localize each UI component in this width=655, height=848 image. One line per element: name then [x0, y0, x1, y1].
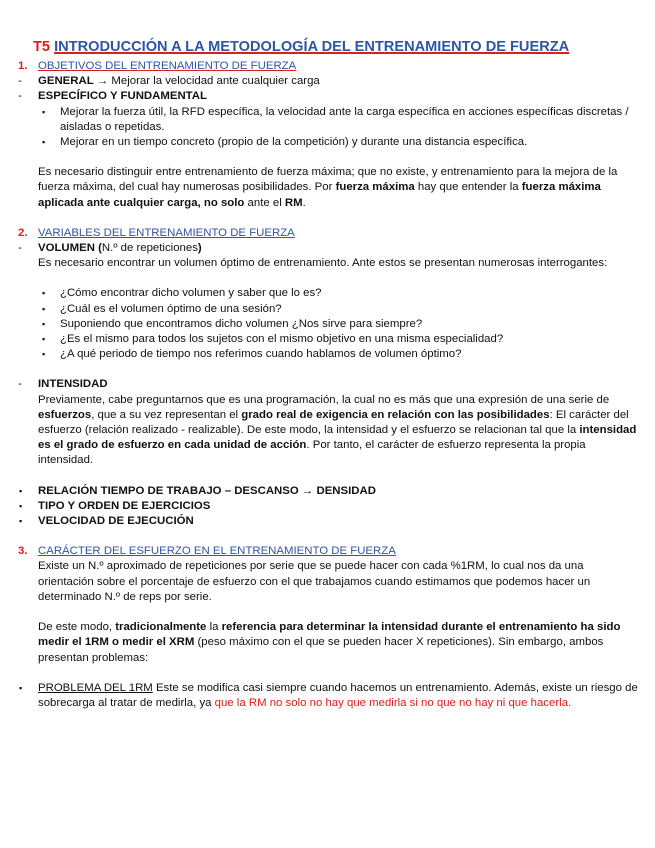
title-number: T5 — [33, 39, 51, 55]
square-bullet-icon: ▪ — [19, 485, 23, 496]
dash-marker: - — [18, 90, 22, 103]
dash-item-general — [18, 74, 638, 89]
square-bullet-icon: ▪ — [42, 303, 46, 314]
para-run: De este modo, — [38, 621, 116, 634]
document-title — [33, 38, 633, 56]
para-run-bold: grado real de exigencia en relación con las posibilidades — [241, 408, 550, 421]
para-run-bold: tradicionalmente — [115, 621, 207, 634]
section-title: VARIABLES DEL ENTRENAMIENTO DE FUERZA — [38, 226, 295, 239]
bullet-text: ¿Cómo encontrar dicho volumen y saber que lo es? — [60, 287, 322, 300]
section-number: 3. — [18, 545, 28, 558]
para-run: la — [206, 621, 222, 634]
bullet-text: ¿Es el mismo para todos los sujetos con el mismo objetivo en una misma especialidad? — [60, 333, 504, 346]
bullet-item-bold — [18, 499, 638, 514]
para-run: Este se modifica casi siempre cuando hacemos un entrenamiento. Además, existe un riesgo de sobrecarga al tratar de medirla, ya — [38, 681, 638, 709]
dash-marker: - — [18, 378, 22, 391]
document-body — [18, 59, 638, 711]
dash-marker: - — [18, 242, 22, 255]
bullet-text: VELOCIDAD DE EJECUCIÓN — [38, 515, 194, 528]
caracter-paragraph-1: Existe un N.º aproximado de repeticiones por serie que se puede hacer con cada %1RM, lo cual nos da una orientación sobre el porcentaje de esfuerzo con el que trabajamos cuando estimamos que podemos hacer un determinado N.º de reps por serie. — [38, 560, 591, 603]
para-run-bold: referencia para determinar la intensidad durante el entrenamiento ha sido medir el 1RM o medir el XRM — [38, 621, 621, 649]
section-number: 1. — [18, 60, 28, 72]
arrow-icon: → — [96, 75, 109, 88]
bullet-text: Suponiendo que encontramos dicho volumen ¿Nos sirve para siempre? — [60, 317, 423, 330]
square-bullet-icon: ▪ — [42, 137, 46, 148]
bullet-text: RELACIÓN TIEMPO DE TRABAJO – DESCANSO — [38, 484, 302, 497]
section-heading-3 — [18, 544, 638, 559]
bullet-item-bold — [18, 514, 638, 529]
para-run: Previamente, cabe preguntarnos que es una programación, la cual no es más que una expresión de una serie de — [38, 393, 610, 406]
section-title: OBJETIVOS DEL ENTRENAMIENTO DE FUERZA — [38, 60, 297, 72]
section-title: CARÁCTER DEL ESFUERZO EN EL ENTRENAMIENTO DE FUERZA — [38, 545, 396, 558]
intensidad-label: INTENSIDAD — [38, 378, 108, 391]
para-run-bold: intensidad es el grado de esfuerzo en cada unidad de acción — [38, 424, 637, 452]
para-run: . — [302, 196, 306, 209]
general-label: GENERAL — [38, 75, 94, 88]
para-run: , que a su vez representan el — [91, 408, 242, 421]
dash-item-volumen — [18, 241, 638, 256]
para-run-bold: fuerza máxima — [335, 181, 415, 194]
square-bullet-icon: ▪ — [42, 349, 46, 360]
dash-marker: - — [18, 75, 22, 88]
square-bullet-icon: ▪ — [19, 682, 23, 693]
bullet-text: TIPO Y ORDEN DE EJERCICIOS — [38, 499, 211, 512]
bullet-item — [18, 286, 638, 301]
square-bullet-icon: ▪ — [19, 500, 23, 511]
bullet-text: Mejorar en un tiempo concreto (propio de la competición) y durante una distancia específica. — [60, 136, 528, 149]
bullet-item — [18, 332, 638, 347]
square-bullet-icon: ▪ — [42, 334, 46, 345]
problema-1rm-item — [18, 681, 638, 711]
section-heading-1 — [18, 59, 638, 74]
square-bullet-icon: ▪ — [19, 516, 23, 527]
para-run-bold: esfuerzos — [38, 408, 92, 421]
bullet-text: DENSIDAD — [313, 484, 376, 497]
para-run: ante el — [244, 196, 285, 209]
bullet-item — [18, 135, 638, 150]
para-run: : El carácter del esfuerzo (relación realizado - realizable). De este modo, la intensidad y el esfuerzo se relacionan tal que la — [38, 408, 629, 437]
volumen-label: VOLUMEN ( — [38, 242, 102, 255]
especifico-label: ESPECÍFICO Y FUNDAMENTAL — [38, 90, 207, 103]
para-run: Es necesario distinguir entre entrenamiento de fuerza máxima; que no existe, y entrenamiento para la mejora de la fuerza máxima, del cual hay numerosas posibilidades. Por — [38, 166, 618, 194]
square-bullet-icon: ▪ — [42, 318, 46, 329]
bullet-item — [18, 347, 638, 362]
para-run-red: . — [567, 696, 572, 709]
intensidad-paragraph — [18, 393, 638, 469]
bullet-item — [18, 302, 638, 317]
para-run: (peso máximo con el que se pueden hacer X repeticiones). Sin embargo, ambos presentan problemas: — [38, 636, 604, 664]
para-run: . Por tanto, el carácter de esfuerzo representa la propia intensidad. — [38, 439, 586, 467]
dash-item-especifico — [18, 89, 638, 104]
para-run-bold: RM — [284, 196, 303, 209]
section-heading-2 — [18, 226, 638, 241]
bullet-text: ¿A qué periodo de tiempo nos referimos cuando hablamos de volumen óptimo? — [60, 348, 462, 361]
title-text: INTRODUCCIÓN A LA METODOLOGÍA DEL ENTRENAMIENTO DE FUERZA — [54, 39, 570, 55]
dash-item-intensidad — [18, 377, 638, 392]
para-run-bold: fuerza máxima aplicada ante cualquier carga, no solo — [38, 181, 601, 209]
section-number: 2. — [18, 226, 28, 239]
bullet-text: ¿Cuál es el volumen óptimo de una sesión? — [60, 302, 282, 315]
problema-label: PROBLEMA DEL 1RM — [38, 681, 153, 694]
bullet-item — [18, 105, 638, 135]
volumen-paragraph: Es necesario encontrar un volumen óptimo de entrenamiento. Ante estos se presentan numerosas interrogantes: — [38, 257, 608, 270]
bullet-text: Mejorar la fuerza útil, la RFD específica, la velocidad ante la carga específica en acciones específicas discretas / aisladas o repetidas. — [60, 105, 629, 133]
bullet-item — [18, 317, 638, 332]
volumen-close: ) — [197, 242, 202, 255]
para-run-red: que la RM no solo no hay que medirla si no que no hay ni que hacerla — [214, 696, 568, 709]
square-bullet-icon: ▪ — [42, 288, 46, 299]
volumen-sub: N.º de repeticiones — [101, 242, 198, 255]
caracter-paragraph-2 — [18, 620, 638, 666]
general-text: Mejorar la velocidad ante cualquier carga — [108, 75, 320, 88]
arrow-icon: → — [301, 484, 314, 497]
square-bullet-icon: ▪ — [42, 106, 46, 117]
bullet-item-bold — [18, 484, 638, 499]
para-run: hay que entender la — [414, 181, 522, 194]
paragraph-fuerza-maxima — [18, 165, 638, 211]
